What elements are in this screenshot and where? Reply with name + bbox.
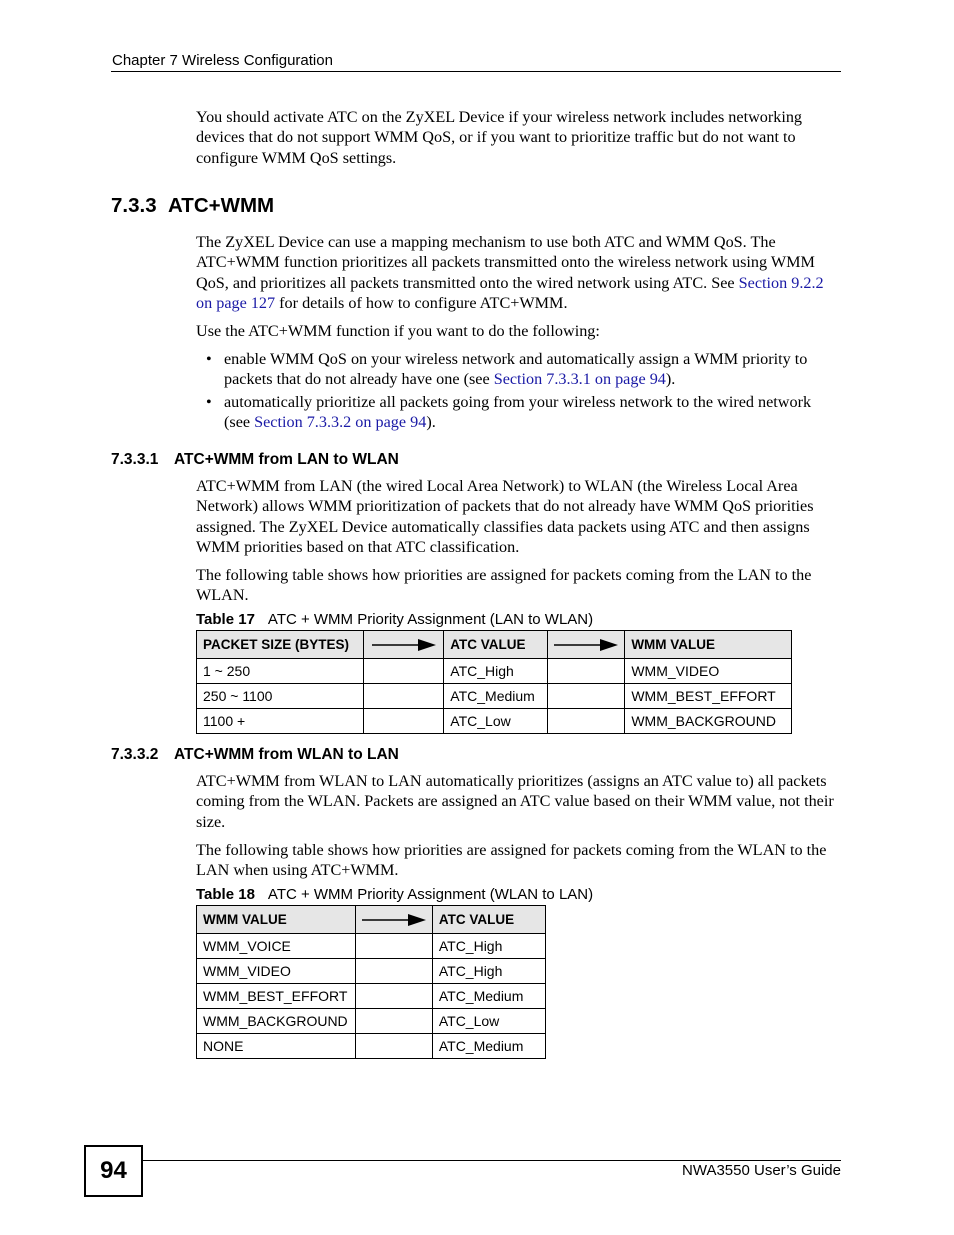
header-cell: PACKET SIZE (BYTES) (197, 631, 364, 659)
empty-cell (363, 709, 443, 734)
table-cell: 250 ~ 1100 (197, 684, 364, 709)
right-arrow-icon (372, 638, 436, 652)
caption-label: Table 17 (196, 611, 255, 628)
bullet-item (224, 349, 841, 390)
caption-label: Table 18 (196, 886, 255, 903)
table-row (197, 659, 792, 684)
table-cell: WMM_BEST_EFFORT (625, 684, 792, 709)
section-paragraph-2: Use the ATC+WMM function if you want to do the following: (196, 322, 600, 340)
header-cell: ATC VALUE (444, 631, 548, 659)
header-cell: WMM VALUE (625, 631, 792, 659)
table-cell: 1100 + (197, 709, 364, 734)
subsection-heading-2 (111, 746, 399, 764)
subsection-heading-1 (111, 451, 399, 469)
table-cell: ATC_Medium (444, 684, 548, 709)
bullet-item-tail: ). (426, 413, 436, 432)
bullet-item (224, 392, 841, 433)
table-18 (196, 905, 546, 1059)
section-paragraph-1-tail: for details of how to configure ATC+WMM. (275, 294, 568, 313)
table-cell: ATC_High (432, 959, 545, 984)
table-row (197, 684, 792, 709)
bullet-glyph: • (206, 393, 212, 411)
empty-cell (548, 709, 625, 734)
link-section-7-3-3-2[interactable]: Section 7.3.3.2 on page 94 (254, 413, 427, 432)
subsection-2-paragraph-2: The following table shows how priorities are assigned for packets coming from the WLAN to the LAN when using ATC+WMM. (196, 841, 827, 880)
bullet-item-text: automatically prioritize all packets going from your wireless network to the wired network (see (224, 393, 812, 432)
table-cell: NONE (197, 1034, 356, 1059)
table-cell: WMM_BACKGROUND (625, 709, 792, 734)
section-title: ATC+WMM (168, 194, 275, 217)
table-header-row (197, 906, 546, 934)
table-cell: WMM_BEST_EFFORT (197, 984, 356, 1009)
empty-cell (355, 984, 432, 1009)
empty-cell (355, 1009, 432, 1034)
section-number: 7.3.3 (111, 194, 157, 217)
subsection-number: 7.3.3.2 (111, 746, 159, 763)
table-cell: ATC_Low (432, 1009, 545, 1034)
subsection-title: ATC+WMM from LAN to WLAN (174, 451, 399, 468)
link-section-7-3-3-1[interactable]: Section 7.3.3.1 on page 94 (493, 370, 666, 389)
table-cell: ATC_Medium (432, 1034, 545, 1059)
right-arrow-icon (362, 913, 426, 927)
table-cell: ATC_Low (444, 709, 548, 734)
caption-text: ATC + WMM Priority Assignment (LAN to WLAN) (267, 611, 594, 628)
table-cell: WMM_VIDEO (625, 659, 792, 684)
table-cell: ATC_High (444, 659, 548, 684)
subsection-number: 7.3.3.1 (111, 451, 159, 468)
section-paragraph-1 (196, 232, 841, 314)
arrow-cell (548, 631, 625, 659)
empty-cell (363, 659, 443, 684)
bullet-item-tail: ). (665, 370, 676, 389)
right-arrow-icon (554, 638, 618, 652)
header-rule (111, 71, 841, 72)
table-row (197, 959, 546, 984)
caption-text: ATC + WMM Priority Assignment (WLAN to LAN) (267, 886, 594, 903)
table-cell: ATC_High (432, 934, 545, 959)
table-header-row (197, 631, 792, 659)
table-cell: WMM_VOICE (197, 934, 356, 959)
footer-rule (141, 1160, 841, 1161)
running-header: Chapter 7 Wireless Configuration (112, 52, 333, 69)
empty-cell (355, 959, 432, 984)
footer-guide-title: NWA3550 User’s Guide (682, 1162, 841, 1179)
table-18-caption (196, 886, 593, 903)
table-row (197, 1009, 546, 1034)
section-heading (111, 194, 274, 218)
header-cell: WMM VALUE (197, 906, 356, 934)
header-cell: ATC VALUE (432, 906, 545, 934)
empty-cell (363, 684, 443, 709)
table-row (197, 984, 546, 1009)
table-row (197, 934, 546, 959)
empty-cell (355, 1034, 432, 1059)
arrow-cell (355, 906, 432, 934)
intro-paragraph: You should activate ATC on the ZyXEL Device if your wireless network includes networking devices that do not support WMM QoS, or if you want to prioritize traffic but do not want to configure WMM QoS settings. (196, 108, 803, 167)
table-cell: ATC_Medium (432, 984, 545, 1009)
table-row (197, 709, 792, 734)
bullet-item-text: enable WMM QoS on your wireless network and automatically assign a WMM priority to packets that do not already have one (see (224, 350, 808, 389)
subsection-1-paragraph-1: ATC+WMM from LAN (the wired Local Area Network) to WLAN (the Wireless Local Area Network) allows WMM prioritization of packets that do not already have WMM QoS priorities assigned. The ZyXEL Device automatically classifies data packets using ATC and then assigns WMM priorities based on that ATC classification. (196, 477, 814, 557)
subsection-2-paragraph-1: ATC+WMM from WLAN to LAN automatically prioritizes (assigns an ATC value to) all packets coming from the WLAN. Packets are assigned an ATC value based on their WMM value, not their size. (196, 772, 834, 831)
arrow-cell (363, 631, 443, 659)
subsection-title: ATC+WMM from WLAN to LAN (174, 746, 399, 763)
empty-cell (548, 659, 625, 684)
empty-cell (548, 684, 625, 709)
link-section-9-2-2[interactable]: Section 9.2.2 on page 127 (196, 273, 824, 313)
bullet-glyph: • (206, 350, 212, 368)
subsection-1-paragraph-2: The following table shows how priorities are assigned for packets coming from the LAN to the WLAN. (196, 566, 812, 605)
table-cell: 1 ~ 250 (197, 659, 364, 684)
table-row (197, 1034, 546, 1059)
section-paragraph-1-text: The ZyXEL Device can use a mapping mechanism to use both ATC and WMM QoS. The ATC+WMM function prioritizes all packets transmitted onto the wireless network using WMM QoS, and prioritizes all packets transmitted onto the wired network using ATC. See (196, 233, 815, 292)
table-cell: WMM_VIDEO (197, 959, 356, 984)
table-17 (196, 630, 792, 734)
table-17-caption (196, 611, 593, 628)
table-cell: WMM_BACKGROUND (197, 1009, 356, 1034)
page-number: 94 (84, 1145, 143, 1197)
empty-cell (355, 934, 432, 959)
